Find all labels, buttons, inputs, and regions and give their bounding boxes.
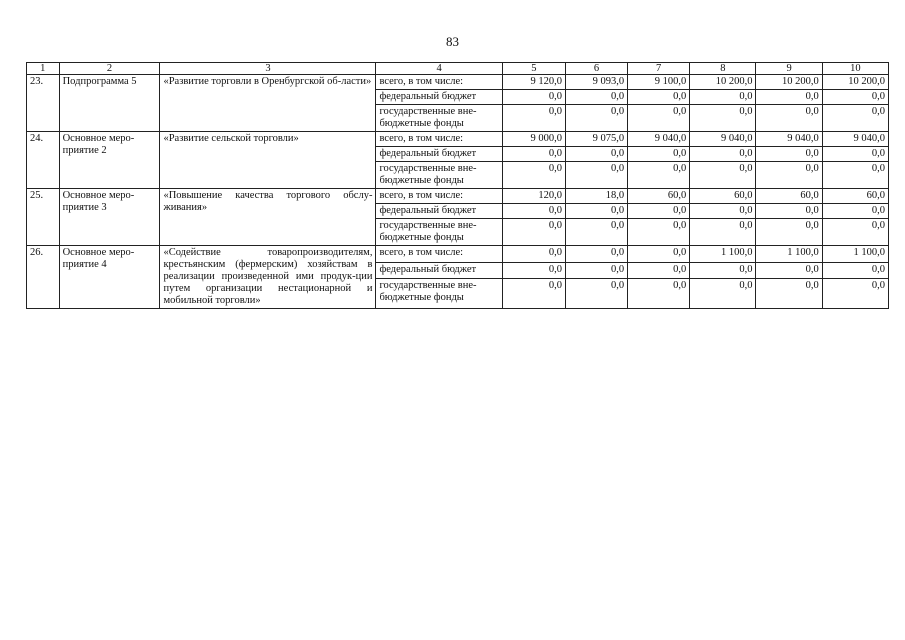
value-cell: 0,0 bbox=[565, 246, 627, 263]
value-cell: 60,0 bbox=[756, 189, 822, 204]
row-description-cell: «Развитие торговли в Оренбургской об-ласти» bbox=[160, 75, 376, 132]
value-cell: 9 075,0 bbox=[565, 132, 627, 147]
row-description-cell: «Развитие сельской торговли» bbox=[160, 132, 376, 189]
value-cell: 0,0 bbox=[756, 219, 822, 246]
funding-source-cell: федеральный бюджет bbox=[376, 262, 502, 279]
value-cell: 0,0 bbox=[628, 90, 690, 105]
funding-source-cell: государственные вне-бюджетные фонды bbox=[376, 105, 502, 132]
value-cell: 1 100,0 bbox=[822, 246, 888, 263]
value-cell: 0,0 bbox=[822, 219, 888, 246]
value-cell: 0,0 bbox=[502, 246, 565, 263]
value-cell: 10 200,0 bbox=[822, 75, 888, 90]
value-cell: 0,0 bbox=[822, 105, 888, 132]
value-cell: 0,0 bbox=[822, 147, 888, 162]
row-name-cell: Основное меро-приятие 3 bbox=[59, 189, 160, 246]
value-cell: 0,0 bbox=[565, 219, 627, 246]
value-cell: 0,0 bbox=[565, 262, 627, 279]
value-cell: 0,0 bbox=[822, 279, 888, 309]
row-name-cell: Подпрограмма 5 bbox=[59, 75, 160, 132]
value-cell: 9 040,0 bbox=[690, 132, 756, 147]
value-cell: 18,0 bbox=[565, 189, 627, 204]
header-cell: 2 bbox=[59, 63, 160, 75]
value-cell: 0,0 bbox=[690, 219, 756, 246]
row-description-cell: «Повышение качества торгового обслу-живания» bbox=[160, 189, 376, 246]
value-cell: 9 120,0 bbox=[502, 75, 565, 90]
value-cell: 60,0 bbox=[690, 189, 756, 204]
row-number-cell: 24. bbox=[27, 132, 60, 189]
header-cell: 4 bbox=[376, 63, 502, 75]
value-cell: 9 040,0 bbox=[628, 132, 690, 147]
table-row bbox=[27, 75, 889, 90]
value-cell: 0,0 bbox=[502, 262, 565, 279]
table-row bbox=[27, 189, 889, 204]
value-cell: 0,0 bbox=[628, 105, 690, 132]
value-cell: 0,0 bbox=[756, 262, 822, 279]
value-cell: 60,0 bbox=[822, 189, 888, 204]
value-cell: 0,0 bbox=[565, 147, 627, 162]
value-cell: 9 100,0 bbox=[628, 75, 690, 90]
value-cell: 9 040,0 bbox=[822, 132, 888, 147]
value-cell: 9 000,0 bbox=[502, 132, 565, 147]
funding-source-cell: всего, в том числе: bbox=[376, 75, 502, 90]
value-cell: 0,0 bbox=[822, 162, 888, 189]
value-cell: 0,0 bbox=[502, 219, 565, 246]
value-cell: 0,0 bbox=[690, 105, 756, 132]
table-row bbox=[27, 246, 889, 263]
value-cell: 0,0 bbox=[756, 90, 822, 105]
value-cell: 0,0 bbox=[628, 204, 690, 219]
value-cell: 0,0 bbox=[756, 204, 822, 219]
value-cell: 9 040,0 bbox=[756, 132, 822, 147]
value-cell: 0,0 bbox=[628, 219, 690, 246]
value-cell: 0,0 bbox=[756, 105, 822, 132]
row-number-cell: 26. bbox=[27, 246, 60, 309]
value-cell: 1 100,0 bbox=[756, 246, 822, 263]
table-row bbox=[27, 132, 889, 147]
row-name-cell: Основное меро-приятие 4 bbox=[59, 246, 160, 309]
value-cell: 0,0 bbox=[822, 90, 888, 105]
value-cell: 0,0 bbox=[502, 204, 565, 219]
value-cell: 0,0 bbox=[628, 147, 690, 162]
funding-source-cell: всего, в том числе: bbox=[376, 132, 502, 147]
value-cell: 0,0 bbox=[502, 279, 565, 309]
value-cell: 0,0 bbox=[822, 204, 888, 219]
header-cell: 3 bbox=[160, 63, 376, 75]
value-cell: 0,0 bbox=[822, 262, 888, 279]
value-cell: 0,0 bbox=[565, 162, 627, 189]
value-cell: 0,0 bbox=[690, 90, 756, 105]
funding-source-cell: всего, в том числе: bbox=[376, 246, 502, 263]
value-cell: 0,0 bbox=[628, 262, 690, 279]
funding-source-cell: федеральный бюджет bbox=[376, 90, 502, 105]
value-cell: 0,0 bbox=[502, 90, 565, 105]
value-cell: 60,0 bbox=[628, 189, 690, 204]
value-cell: 0,0 bbox=[756, 279, 822, 309]
funding-source-cell: федеральный бюджет bbox=[376, 204, 502, 219]
value-cell: 0,0 bbox=[502, 105, 565, 132]
value-cell: 0,0 bbox=[565, 204, 627, 219]
value-cell: 1 100,0 bbox=[690, 246, 756, 263]
table-body bbox=[27, 63, 889, 309]
header-cell: 1 bbox=[27, 63, 60, 75]
value-cell: 0,0 bbox=[628, 162, 690, 189]
header-cell: 9 bbox=[756, 63, 822, 75]
funding-source-cell: государственные вне-бюджетные фонды bbox=[376, 219, 502, 246]
funding-source-cell: государственные вне-бюджетные фонды bbox=[376, 279, 502, 309]
header-cell: 6 bbox=[565, 63, 627, 75]
value-cell: 9 093,0 bbox=[565, 75, 627, 90]
value-cell: 0,0 bbox=[690, 204, 756, 219]
header-cell: 5 bbox=[502, 63, 565, 75]
page-number: 83 bbox=[446, 34, 459, 49]
budget-table bbox=[26, 62, 889, 309]
value-cell: 0,0 bbox=[690, 279, 756, 309]
value-cell: 0,0 bbox=[565, 90, 627, 105]
value-cell: 10 200,0 bbox=[756, 75, 822, 90]
value-cell: 0,0 bbox=[565, 279, 627, 309]
value-cell: 0,0 bbox=[690, 262, 756, 279]
value-cell: 10 200,0 bbox=[690, 75, 756, 90]
row-number-cell: 25. bbox=[27, 189, 60, 246]
value-cell: 0,0 bbox=[628, 279, 690, 309]
row-description-cell: «Содействие товаропроизводителям, крестьянским (фермерским) хозяйствам в реализации произведенной ими продук-ции путем организации нестационарной и мобильной торговли» bbox=[160, 246, 376, 309]
header-cell: 7 bbox=[628, 63, 690, 75]
row-name-cell: Основное меро-приятие 2 bbox=[59, 132, 160, 189]
value-cell: 0,0 bbox=[502, 147, 565, 162]
header-cell: 8 bbox=[690, 63, 756, 75]
value-cell: 120,0 bbox=[502, 189, 565, 204]
header-row bbox=[27, 63, 889, 75]
value-cell: 0,0 bbox=[628, 246, 690, 263]
value-cell: 0,0 bbox=[565, 105, 627, 132]
funding-source-cell: федеральный бюджет bbox=[376, 147, 502, 162]
value-cell: 0,0 bbox=[756, 147, 822, 162]
header-cell: 10 bbox=[822, 63, 888, 75]
funding-source-cell: государственные вне-бюджетные фонды bbox=[376, 162, 502, 189]
funding-source-cell: всего, в том числе: bbox=[376, 189, 502, 204]
row-number-cell: 23. bbox=[27, 75, 60, 132]
value-cell: 0,0 bbox=[756, 162, 822, 189]
value-cell: 0,0 bbox=[690, 147, 756, 162]
value-cell: 0,0 bbox=[690, 162, 756, 189]
value-cell: 0,0 bbox=[502, 162, 565, 189]
